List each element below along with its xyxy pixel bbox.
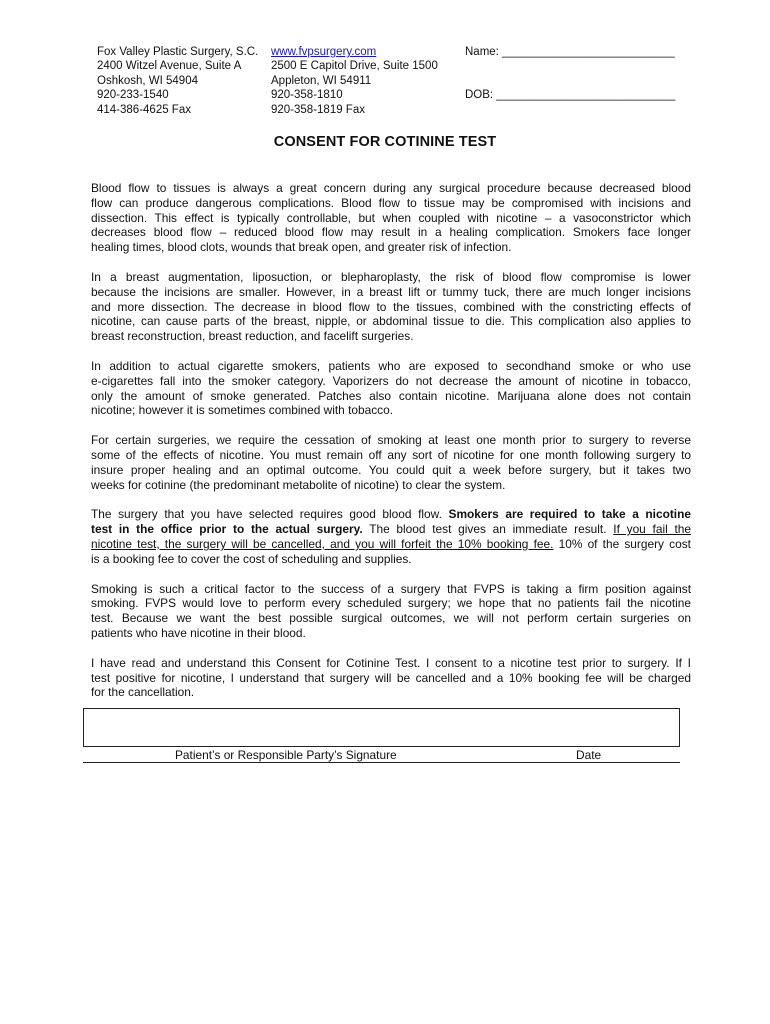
text-line: smoking. FVPS would love to perform every scheduled surgery; we hope that no patients fail the nicotine [91, 596, 691, 611]
paragraph-cessation [91, 433, 691, 492]
text-line: only the amount of smoke generated. Patches also contain nicotine. Marijuana alone does not contain [91, 388, 691, 403]
text-bold: test in the office prior to the actual surgery. [91, 522, 363, 537]
text-line: For certain surgeries, we require the cessation of smoking at least one month prior to surgery to reverse [91, 433, 691, 448]
text-line: patients who have nicotine in their blood. [91, 625, 306, 640]
signature-label: Patient’s or Responsible Party’s Signature [175, 748, 397, 762]
appleton-fax: 920-358-1819 Fax [271, 103, 365, 116]
text-line: I have read and understand this Consent for Cotinine Test. I consent to a nicotine test prior to surgery. If I [91, 655, 691, 670]
text-line: and more dissection. The decrease in blood flow to the tissues, combined with the constricting effects of [91, 299, 691, 314]
text-line: is a booking fee to cover the cost of scheduling and supplies. [91, 551, 412, 566]
text-line [91, 537, 691, 552]
text-line: insure proper healing and an optimal outcome. You could quit a week before surgery, but it takes two [91, 462, 691, 477]
text-line: nicotine, can cause parts of the breast, nipple, or abdominal tissue to die. This complication also applies to [91, 314, 691, 329]
paragraph-nicotine-test [91, 507, 691, 566]
text-line: some of the effects of nicotine. You must remain off any sort of nicotine for one month following surgery to [91, 447, 691, 462]
text-underlined: nicotine test, the surgery will be cancelled, and you will forfeit the 10% booking fee. [91, 536, 554, 551]
consent-body [91, 181, 691, 715]
paragraph-firm-position [91, 582, 691, 641]
practice-street: 2400 Witzel Avenue, Suite A [97, 60, 242, 73]
text-line: e-cigarettes fall into the smoker category. Vaporizers do not decrease the amount of nicotine in tobacco, [91, 373, 691, 388]
page-title: CONSENT FOR COTININE TEST [273, 134, 497, 150]
text-line: breast reconstruction, breast reduction, and facelift surgeries. [91, 329, 414, 344]
text-line: healing times, blood clots, wounds that break open, and greater risk of infection. [91, 240, 512, 255]
signature-box[interactable] [83, 708, 680, 747]
practice-address-block [97, 45, 258, 117]
paragraph-acknowledgement [91, 656, 691, 700]
text-line: flow can produce dangerous complications. Blood flow to tissue may be compromised with incisions and [91, 195, 691, 210]
text-plain: The blood test gives an immediate result. [362, 522, 614, 537]
practice-phone: 920-233-1540 [97, 89, 169, 102]
text-line: Blood flow to tissues is always a great concern during any surgical procedure because decreased blood [91, 181, 691, 195]
signature-line [83, 762, 680, 763]
text-line: Smoking is such a critical factor to the success of a surgery that FVPS is taking a firm position against [91, 581, 691, 596]
text-line: for the cancellation. [91, 685, 195, 700]
paragraph-blood-flow [91, 181, 691, 255]
text-plain: 10% of the surgery cost [553, 536, 691, 551]
text-line: test. Because we want the best possible surgical outcomes, we will not perform certain surgeries on [91, 611, 691, 626]
paragraph-procedures [91, 270, 691, 344]
appleton-address-block [271, 45, 438, 117]
date-label: Date [576, 748, 602, 762]
practice-fax: 414-386-4625 Fax [97, 103, 191, 116]
text-line: In addition to actual cigarette smokers, patients who are exposed to secondhand smoke or who use [91, 358, 691, 373]
text-line: nicotine; however it is sometimes combined with tobacco. [91, 403, 394, 418]
text-underlined: If you fail the [613, 522, 691, 537]
text-line: weeks for cotinine (the predominant metabolite of nicotine) to clear the system. [91, 477, 506, 492]
patient-fields [465, 45, 675, 103]
appleton-phone: 920-358-1810 [271, 89, 343, 102]
text-line: test positive for nicotine, I understand that surgery will be cancelled and a 10% booking fee will be charged [91, 670, 691, 685]
practice-name: Fox Valley Plastic Surgery, S.C. [97, 46, 259, 58]
text-line: because the incisions are smaller. However, in a breast lift or tummy tuck, there are much longer incisions [91, 284, 691, 299]
dob-field[interactable]: DOB: ____________________________ [465, 89, 676, 102]
text-line [91, 522, 691, 537]
text-line: decreases blood flow – reduced blood flow may result in a healing complication. Smokers face longer [91, 225, 691, 240]
website-link[interactable]: www.fvpsurgery.com [271, 46, 377, 58]
text-line: dissection. This effect is typically controllable, but when coupled with nicotine – a vasoconstrictor which [91, 210, 691, 225]
text-bold: Smokers are required to take a nicotine [448, 507, 691, 522]
paragraph-smoker-category [91, 359, 691, 418]
text-line: In a breast augmentation, liposuction, or blepharoplasty, the risk of blood flow compromise is lower [91, 269, 691, 284]
text-line [91, 507, 691, 522]
name-field[interactable]: Name: ___________________________ [465, 46, 675, 58]
practice-city: Oshkosh, WI 54904 [97, 74, 198, 87]
text-plain: The surgery that you have selected requires good blood flow. [91, 507, 449, 522]
appleton-street: 2500 E Capitol Drive, Suite 1500 [271, 60, 438, 73]
appleton-city: Appleton, WI 54911 [271, 74, 372, 87]
